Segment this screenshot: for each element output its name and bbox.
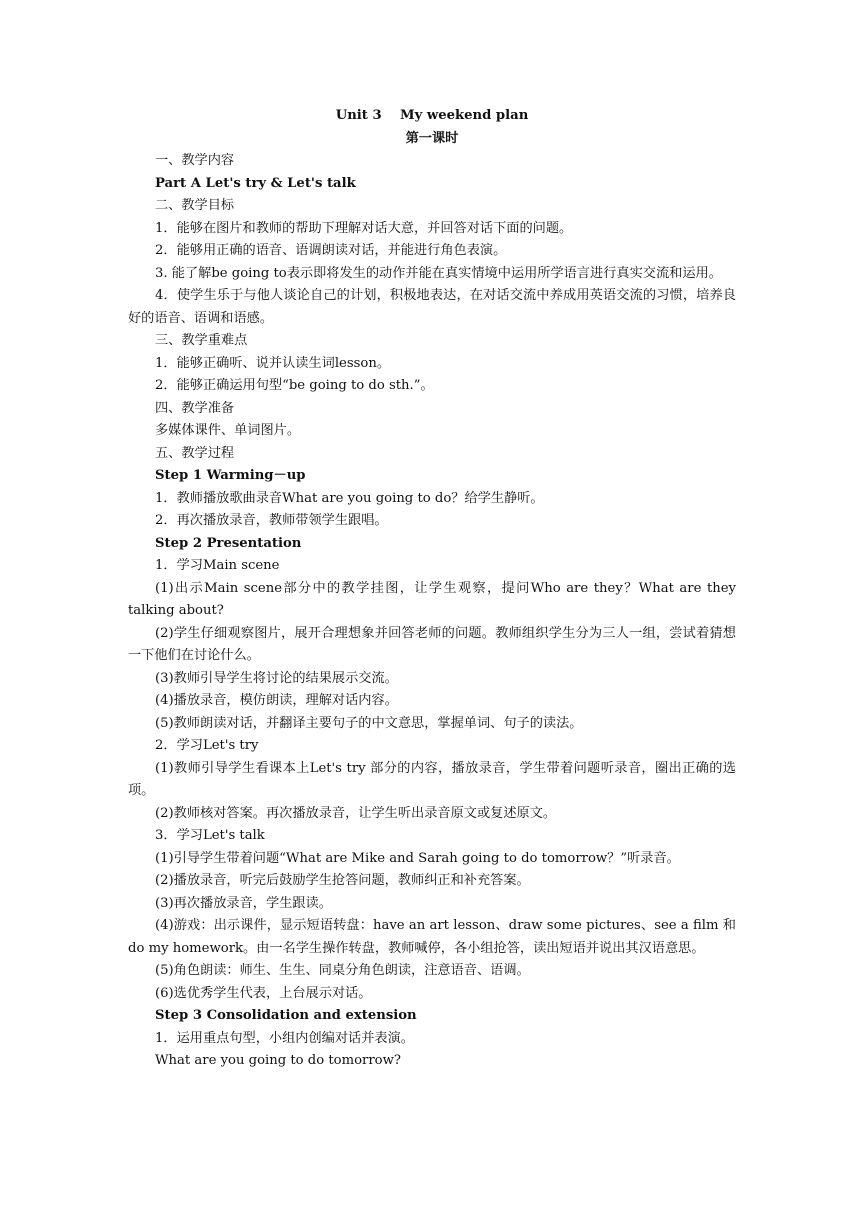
- document-body: [128, 105, 736, 1073]
- paragraph-line: 2．能够用正确的语音、语调朗读对话，并能进行角色表演。: [155, 243, 507, 258]
- paragraph-line: (3)再次播放录音，学生跟读。: [155, 895, 332, 911]
- section-heading: Step 3 Consolidation and extension: [155, 1008, 417, 1023]
- paragraph-line: 3. 能了解be going to表示即将发生的动作并能在真实情境中运用所学语言进行真实交流和运用。: [155, 265, 722, 281]
- paragraph-line: (2)学生仔细观察图片，展开合理想象并回答老师的问题。教师组织学生分为三人一组，尝试着猜想一下他们在讨论什么。: [128, 625, 736, 663]
- paragraph-line: 3．学习Let's talk: [155, 828, 265, 843]
- paragraph-line: 一、教学内容: [155, 153, 235, 168]
- paragraph-line: 1．能够在图片和教师的帮助下理解对话大意，并回答对话下面的问题。: [155, 220, 573, 236]
- paragraph-line: 四、教学准备: [155, 400, 235, 416]
- paragraph-line: 2．再次播放录音，教师带领学生跟唱。: [155, 513, 388, 528]
- paragraph-line: (4)游戏：出示课件，显示短语转盘：have an art lesson、draw some pictures、see a film 和 do my homework。由一名学生操作转盘，教师喊停，各小组抢答，读出短语并说出其汉语意思。: [128, 918, 736, 956]
- paragraph-line: 1．能够正确听、说并认读生词lesson。: [155, 355, 391, 371]
- paragraph-line: 2．学习Let's try: [155, 738, 259, 753]
- section-heading: Step 1 Warming－up: [155, 468, 306, 483]
- paragraph-line: (2)教师核对答案。再次播放录音，让学生听出录音原文或复述原文。: [155, 805, 557, 821]
- paragraph-line: (6)选优秀学生代表，上台展示对话。: [155, 985, 372, 1001]
- lesson-subtitle: 第一课时: [405, 130, 459, 146]
- paragraph-line: (4)播放录音，模仿朗读，理解对话内容。: [155, 693, 398, 708]
- paragraph-line: (1)教师引导学生看课本上Let's try 部分的内容，播放录音，学生带着问题听录音，圈出正确的选项。: [128, 760, 736, 798]
- paragraph-line: (2)播放录音，听完后鼓励学生抢答问题，教师纠正和补充答案。: [155, 873, 530, 888]
- paragraph-line: 五、教学过程: [155, 445, 235, 461]
- paragraph-line: 1．教师播放歌曲录音What are you going to do？给学生静听。: [155, 490, 544, 506]
- paragraph-line: (5)教师朗读对话，并翻译主要句子的中文意思，掌握单词、句子的读法。: [155, 715, 583, 731]
- document-title: Unit 3 My weekend plan: [335, 108, 529, 123]
- section-heading: Part A Let's try & Let's talk: [155, 175, 356, 191]
- paragraph-line: 4．使学生乐于与他人谈论自己的计划，积极地表达，在对话交流中养成用英语交流的习惯，培养良好的语音、语调和语感。: [128, 288, 736, 326]
- paragraph-line: 二、教学目标: [155, 198, 235, 213]
- paragraph-line: 三、教学重难点: [155, 333, 248, 348]
- paragraph-line: 多媒体课件、单词图片。: [155, 423, 301, 438]
- paragraph-line: 1．学习Main scene: [155, 558, 280, 573]
- paragraph-line: (5)角色朗读：师生、生生、同桌分角色朗读，注意语音、语调。: [155, 963, 530, 978]
- document-lines: [128, 150, 736, 1073]
- paragraph-line: (3)教师引导学生将讨论的结果展示交流。: [155, 670, 398, 686]
- paragraph-line: (1)出示Main scene部分中的教学挂图，让学生观察，提问Who are they？What are they talking about?: [128, 580, 736, 618]
- paragraph-line: 2．能够正确运用句型“be going to do sth.”。: [155, 378, 434, 393]
- paragraph-line: What are you going to do tomorrow?: [155, 1053, 401, 1068]
- paragraph-line: (1)引导学生带着问题“What are Mike and Sarah going to do tomorrow？”听录音。: [155, 850, 680, 866]
- section-heading: Step 2 Presentation: [155, 535, 302, 551]
- paragraph-line: 1．运用重点句型，小组内创编对话并表演。: [155, 1030, 414, 1046]
